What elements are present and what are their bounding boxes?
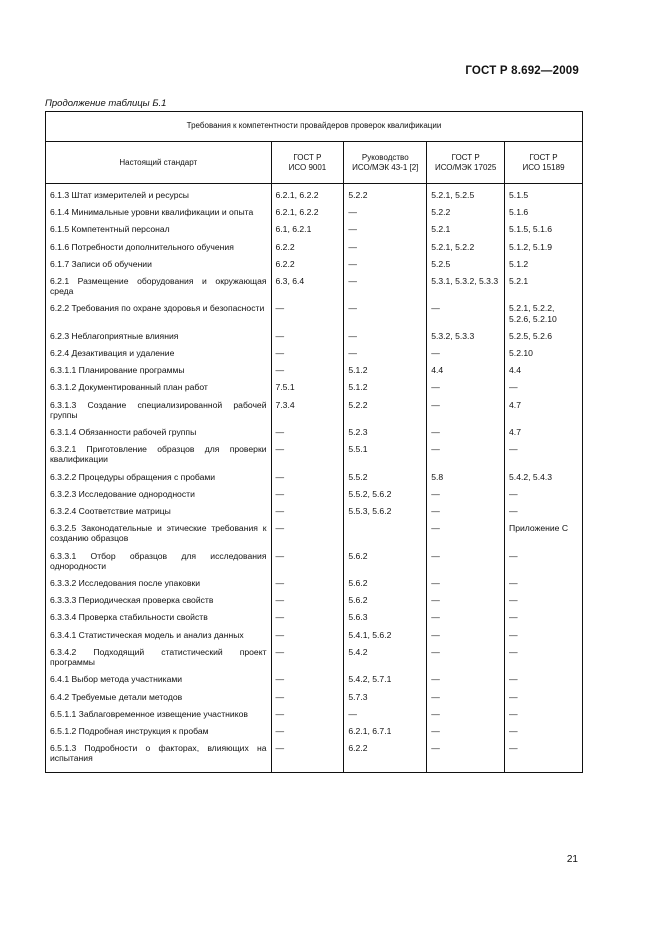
table-cell: — xyxy=(427,591,505,608)
table-cell: 5.8 xyxy=(427,468,505,485)
table-cell: — xyxy=(344,327,427,344)
table-cell: 5.5.2 xyxy=(344,468,427,485)
table-row xyxy=(46,688,583,705)
table-cell: 6.1.5 Компетентный персонал xyxy=(46,220,272,237)
table-cell: — xyxy=(271,608,344,625)
column-header-2: Руководство ИСО/МЭК 43-1 [2] xyxy=(344,142,427,184)
table-cell: — xyxy=(344,344,427,361)
table-cell: 5.5.1 xyxy=(344,440,427,467)
table-cell: — xyxy=(505,705,583,722)
table-cell: 4.4 xyxy=(505,361,583,378)
table-cell: 7.3.4 xyxy=(271,396,344,423)
table-cell: — xyxy=(505,591,583,608)
table-span-header: Требования к компетентности провайдеров проверок квалификации xyxy=(46,112,583,142)
table-cell: 6.3.1.2 Документированный план работ xyxy=(46,378,272,395)
table-cell: 6.2.1 Размещение оборудования и окружающая среда xyxy=(46,272,272,299)
table-cell: 5.2.1, 5.2.2, 5.2.6, 5.2.10 xyxy=(505,299,583,326)
table-row xyxy=(46,705,583,722)
table-cell: 5.6.2 xyxy=(344,547,427,574)
table-cell: — xyxy=(505,608,583,625)
table-cell: 5.2.3 xyxy=(344,423,427,440)
table-row xyxy=(46,574,583,591)
table-cell: — xyxy=(505,688,583,705)
table-cell: 5.4.2, 5.7.1 xyxy=(344,670,427,687)
table-cell: — xyxy=(271,344,344,361)
table-cell: — xyxy=(427,396,505,423)
table-cell: — xyxy=(271,670,344,687)
table-cell: 5.4.2, 5.4.3 xyxy=(505,468,583,485)
table-cell: 6.4.1 Выбор метода участниками xyxy=(46,670,272,687)
table-cell: 5.6.2 xyxy=(344,591,427,608)
table-cell: — xyxy=(505,670,583,687)
table-cell: — xyxy=(505,440,583,467)
table-row xyxy=(46,220,583,237)
table-cell: 6.1.3 Штат измерителей и ресурсы xyxy=(46,184,272,204)
table-cell: 5.1.2 xyxy=(505,255,583,272)
table-cell: — xyxy=(271,423,344,440)
table-cell: 6.2.2 xyxy=(271,238,344,255)
table-cell: 5.2.10 xyxy=(505,344,583,361)
table-cell: — xyxy=(427,643,505,670)
table-cell: 6.3.1.3 Создание специализированной рабочей группы xyxy=(46,396,272,423)
table-cell: — xyxy=(271,739,344,772)
table-cell: 6.1.4 Минимальные уровни квалификации и опыта xyxy=(46,203,272,220)
table-cell: 6.3.3.2 Исследования после упаковки xyxy=(46,574,272,591)
table-cell: — xyxy=(427,344,505,361)
table-cell: 6.1.7 Записи об обучении xyxy=(46,255,272,272)
table-cell: — xyxy=(271,626,344,643)
table-cell: — xyxy=(427,423,505,440)
table-row xyxy=(46,238,583,255)
table-cell: 6.2.1, 6.2.2 xyxy=(271,184,344,204)
table-cell: 5.2.5, 5.2.6 xyxy=(505,327,583,344)
table-cell: — xyxy=(271,502,344,519)
table-cell: — xyxy=(344,238,427,255)
table-cell: — xyxy=(344,255,427,272)
table-cell: 6.2.4 Дезактивация и удаление xyxy=(46,344,272,361)
table-cell: — xyxy=(427,688,505,705)
table-cell: 6.3.3.1 Отбор образцов для исследования однородности xyxy=(46,547,272,574)
table-cell: 6.3, 6.4 xyxy=(271,272,344,299)
table-cell: — xyxy=(271,591,344,608)
table-cell: 6.4.2 Требуемые детали методов xyxy=(46,688,272,705)
table-cell: 5.4.1, 5.6.2 xyxy=(344,626,427,643)
table-cell: — xyxy=(344,299,427,326)
table-row xyxy=(46,327,583,344)
table-cell: 6.3.2.1 Приготовление образцов для проверки квалификации xyxy=(46,440,272,467)
column-header-0: Настоящий стандарт xyxy=(46,142,272,184)
table-row xyxy=(46,344,583,361)
table-cell: 6.5.1.1 Заблаговременное извещение участников xyxy=(46,705,272,722)
table-cell: — xyxy=(344,203,427,220)
table-row xyxy=(46,440,583,467)
table-row xyxy=(46,361,583,378)
table-row xyxy=(46,485,583,502)
table-row xyxy=(46,184,583,204)
table-cell: — xyxy=(271,327,344,344)
page-number: 21 xyxy=(566,854,578,865)
table-cell: — xyxy=(427,626,505,643)
table-cell: — xyxy=(505,574,583,591)
table-cell: 6.3.3.4 Проверка стабильности свойств xyxy=(46,608,272,625)
table-cell: — xyxy=(427,519,505,546)
table-cell: 6.1, 6.2.1 xyxy=(271,220,344,237)
table-row xyxy=(46,519,583,546)
table-cell: 6.3.2.4 Соответствие матрицы xyxy=(46,502,272,519)
table-cell: 5.2.5 xyxy=(427,255,505,272)
table-cell: — xyxy=(271,299,344,326)
table-cell: — xyxy=(427,574,505,591)
table-cell xyxy=(344,519,427,546)
table-cell: — xyxy=(427,378,505,395)
table-cell: 5.2.1 xyxy=(427,220,505,237)
table-cell: 5.4.2 xyxy=(344,643,427,670)
table-cell: 5.1.6 xyxy=(505,203,583,220)
table-cell: 5.2.1, 5.2.2 xyxy=(427,238,505,255)
table-row xyxy=(46,643,583,670)
table-cell: — xyxy=(427,608,505,625)
table-cell: — xyxy=(271,440,344,467)
requirements-table xyxy=(45,111,583,773)
column-header-row xyxy=(46,142,583,184)
table-cell: — xyxy=(427,739,505,772)
table-cell: — xyxy=(427,547,505,574)
table-cell: — xyxy=(505,643,583,670)
table-cell: 5.1.2 xyxy=(344,361,427,378)
table-cell: 6.3.2.2 Процедуры обращения с пробами xyxy=(46,468,272,485)
table-cell: — xyxy=(271,468,344,485)
table-cell: — xyxy=(427,440,505,467)
table-cell: — xyxy=(505,502,583,519)
table-row xyxy=(46,203,583,220)
table-cell: — xyxy=(344,220,427,237)
document-code: ГОСТ Р 8.692—2009 xyxy=(465,65,579,77)
table-cell: 5.5.3, 5.6.2 xyxy=(344,502,427,519)
table-cell: 6.2.2 xyxy=(344,739,427,772)
table-row xyxy=(46,722,583,739)
table-cell: — xyxy=(505,626,583,643)
table-cell: — xyxy=(505,547,583,574)
table-cell: — xyxy=(505,722,583,739)
table-cell: 6.3.4.1 Статистическая модель и анализ данных xyxy=(46,626,272,643)
table-cell: — xyxy=(271,574,344,591)
table-cell: 6.3.2.5 Законодательные и этические требования к созданию образцов xyxy=(46,519,272,546)
table-cell: 6.2.1, 6.7.1 xyxy=(344,722,427,739)
table-cell: 5.2.2 xyxy=(427,203,505,220)
table-cell: — xyxy=(427,299,505,326)
table-cell: 6.2.2 xyxy=(271,255,344,272)
table-row xyxy=(46,378,583,395)
table-row xyxy=(46,502,583,519)
column-header-4: ГОСТ Р ИСО 15189 xyxy=(505,142,583,184)
table-cell: 5.7.3 xyxy=(344,688,427,705)
table-cell: 5.3.2, 5.3.3 xyxy=(427,327,505,344)
table-body xyxy=(46,184,583,773)
table-cell: 5.1.5 xyxy=(505,184,583,204)
table-cell: — xyxy=(344,272,427,299)
table-row xyxy=(46,468,583,485)
table-cell: 5.3.1, 5.3.2, 5.3.3 xyxy=(427,272,505,299)
table-cell: — xyxy=(427,722,505,739)
table-cell: 5.1.5, 5.1.6 xyxy=(505,220,583,237)
table-cell: 5.1.2 xyxy=(344,378,427,395)
table-cell: — xyxy=(271,485,344,502)
table-cell: 6.3.2.3 Исследование однородности xyxy=(46,485,272,502)
table-cell: — xyxy=(427,485,505,502)
table-cell: 5.6.2 xyxy=(344,574,427,591)
table-cell: 6.2.1, 6.2.2 xyxy=(271,203,344,220)
table-cell: 6.5.1.2 Подробная инструкция к пробам xyxy=(46,722,272,739)
table-cell: 6.5.1.3 Подробности о факторах, влияющих на испытания xyxy=(46,739,272,772)
table-cell: 5.2.2 xyxy=(344,396,427,423)
table-cell: 4.4 xyxy=(427,361,505,378)
table-row xyxy=(46,255,583,272)
table-cell: 5.2.1 xyxy=(505,272,583,299)
table-cell: — xyxy=(344,705,427,722)
table-cell: — xyxy=(271,688,344,705)
table-cell: — xyxy=(271,722,344,739)
table-cell: 6.2.3 Неблагоприятные влияния xyxy=(46,327,272,344)
table-cell: 6.3.1.1 Планирование программы xyxy=(46,361,272,378)
table-cell: — xyxy=(271,361,344,378)
table-row xyxy=(46,591,583,608)
table-caption: Продолжение таблицы Б.1 xyxy=(45,98,167,109)
table-cell: 6.2.2 Требования по охране здоровья и безопасности xyxy=(46,299,272,326)
table-cell: — xyxy=(427,705,505,722)
table-cell: — xyxy=(505,485,583,502)
table-row xyxy=(46,626,583,643)
table-cell: — xyxy=(271,705,344,722)
table-cell: — xyxy=(505,739,583,772)
table-cell: 5.2.2 xyxy=(344,184,427,204)
table-cell: 6.1.6 Потребности дополнительного обучения xyxy=(46,238,272,255)
table-cell: 6.3.1.4 Обязанности рабочей группы xyxy=(46,423,272,440)
table-cell: — xyxy=(505,378,583,395)
table-row xyxy=(46,670,583,687)
table-cell: — xyxy=(427,502,505,519)
table-row xyxy=(46,547,583,574)
table-cell: 5.6.3 xyxy=(344,608,427,625)
table-cell: 4.7 xyxy=(505,423,583,440)
table-cell: 6.3.3.3 Периодическая проверка свойств xyxy=(46,591,272,608)
table-cell: 4.7 xyxy=(505,396,583,423)
table-cell: 5.1.2, 5.1.9 xyxy=(505,238,583,255)
table-cell: — xyxy=(271,547,344,574)
table-row xyxy=(46,272,583,299)
table-cell: — xyxy=(271,519,344,546)
table-row xyxy=(46,396,583,423)
table-row xyxy=(46,423,583,440)
column-header-3: ГОСТ Р ИСО/МЭК 17025 xyxy=(427,142,505,184)
table-row xyxy=(46,739,583,772)
column-header-1: ГОСТ Р ИСО 9001 xyxy=(271,142,344,184)
table-row xyxy=(46,608,583,625)
table-cell: 6.3.4.2 Подходящий статистический проект программы xyxy=(46,643,272,670)
table-cell: 5.2.1, 5.2.5 xyxy=(427,184,505,204)
table-cell: — xyxy=(271,643,344,670)
table-cell: — xyxy=(427,670,505,687)
table-cell: Приложение С xyxy=(505,519,583,546)
table-cell: 7.5.1 xyxy=(271,378,344,395)
table-row xyxy=(46,299,583,326)
table-cell: 5.5.2, 5.6.2 xyxy=(344,485,427,502)
